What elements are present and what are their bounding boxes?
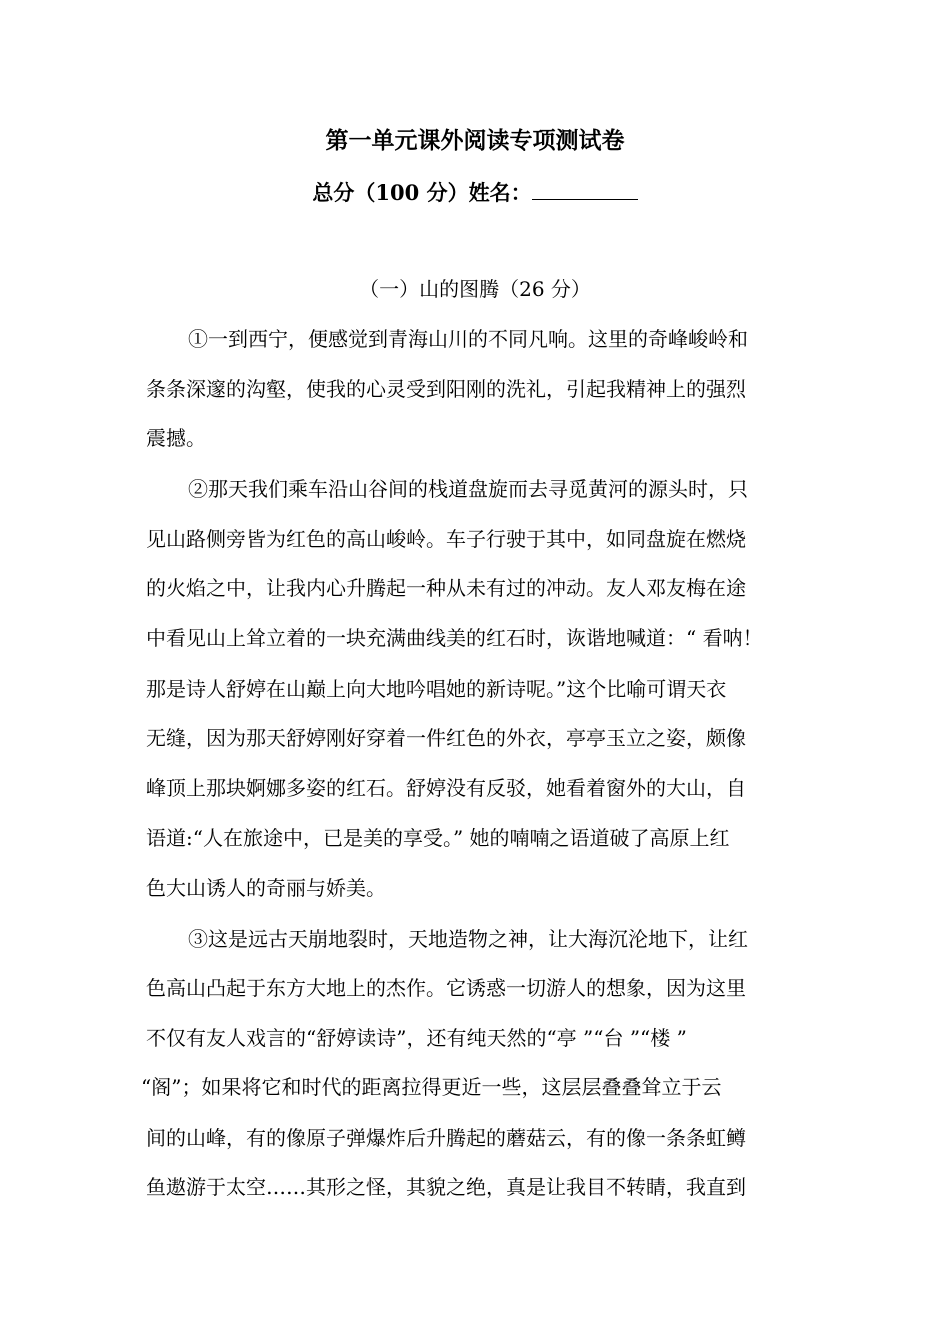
paragraph-line: 的火焰之中，让我内心升腾起一种从未有过的冲动。友人邓友梅在途 <box>146 576 746 600</box>
paragraph-line: 语道:“人在旅途中，已是美的享受。” 她的喃喃之语道破了高原上红 <box>146 826 730 850</box>
paragraph-line: 无缝，因为那天舒婷刚好穿着一件红色的外衣，亭亭玉立之姿，颇像 <box>146 726 746 750</box>
paragraph-line: 中看见山上耸立着的一块充满曲线美的红石时，诙谐地喊道：“ 看呐！ <box>146 626 763 650</box>
paragraph-line: 见山路侧旁皆为红色的高山峻岭。车子行驶于其中，如同盘旋在燃烧 <box>146 527 746 551</box>
page-title: 第一单元课外阅读专项测试卷 <box>325 127 625 154</box>
paragraph-line: 间的山峰，有的像原子弹爆炸后升腾起的蘑菇云，有的像一条条虹鳟 <box>146 1126 746 1150</box>
paragraph-line: “阁”；如果将它和时代的距离拉得更近一些，这层层叠叠耸立于云 <box>141 1075 722 1099</box>
paragraph-line: 峰顶上那块婀娜多姿的红石。舒婷没有反驳，她看着窗外的大山，自 <box>146 776 746 800</box>
section-heading: （一）山的图腾（26 分） <box>359 277 591 301</box>
paragraph-line: 不仅有友人戏言的“舒婷读诗”，还有纯天然的“亭 ”“台 ”“楼 ” <box>146 1026 687 1050</box>
paragraph-line: 条条深邃的沟壑，使我的心灵受到阳刚的洗礼，引起我精神上的强烈 <box>146 377 746 401</box>
paragraph-line: 色高山凸起于东方大地上的杰作。它诱惑一切游人的想象，因为这里 <box>146 976 746 1000</box>
paragraph-line: 鱼遨游于太空……其形之怪，其貌之绝，真是让我目不转睛，我直到 <box>146 1175 746 1199</box>
name-blank-field[interactable] <box>532 179 638 200</box>
paragraph-line: 那是诗人舒婷在山巅上向大地吟唱她的新诗呢。”这个比喻可谓天衣 <box>146 677 727 701</box>
score-name-line <box>0 178 950 208</box>
paragraph-line: 色大山诱人的奇丽与娇美。 <box>146 876 386 900</box>
paragraph-line: ①一到西宁，便感觉到青海山川的不同凡响。这里的奇峰峻岭和 <box>188 327 748 351</box>
paragraph-line: ②那天我们乘车沿山谷间的栈道盘旋而去寻觅黄河的源头时，只 <box>188 477 748 501</box>
paragraph-line: ③这是远古天崩地裂时，天地造物之神，让大海沉沦地下，让红 <box>188 927 748 951</box>
score-name-label: 总分（100 分）姓名： <box>312 180 532 205</box>
paragraph-line: 震撼。 <box>146 426 206 450</box>
